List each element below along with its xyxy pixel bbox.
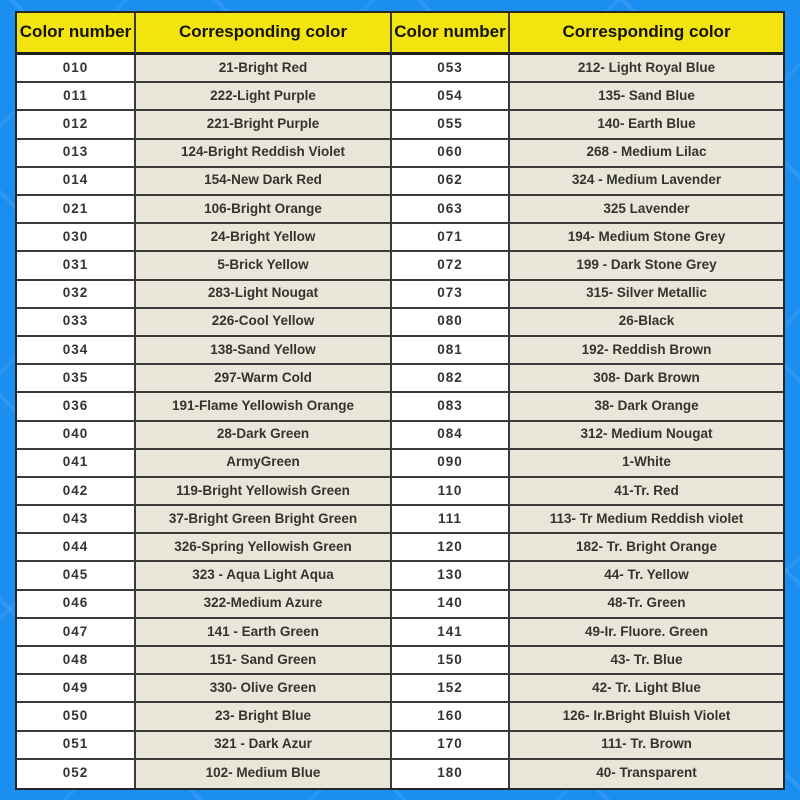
color-number-cell: 090 bbox=[392, 450, 510, 478]
header-cell-color-number-left: Color number bbox=[17, 13, 136, 55]
color-number-cell: 010 bbox=[17, 55, 136, 83]
color-number-cell: 083 bbox=[392, 393, 510, 421]
color-number-cell: 046 bbox=[17, 591, 136, 619]
color-number-cell: 034 bbox=[17, 337, 136, 365]
corresponding-color-cell: ArmyGreen bbox=[136, 450, 392, 478]
corresponding-color-cell: 5-Brick Yellow bbox=[136, 252, 392, 280]
color-number-cell: 063 bbox=[392, 196, 510, 224]
corresponding-color-cell: 138-Sand Yellow bbox=[136, 337, 392, 365]
corresponding-color-cell: 192- Reddish Brown bbox=[510, 337, 783, 365]
color-number-cell: 080 bbox=[392, 309, 510, 337]
color-number-cell: 030 bbox=[17, 224, 136, 252]
corresponding-color-cell: 28-Dark Green bbox=[136, 422, 392, 450]
color-number-cell: 072 bbox=[392, 252, 510, 280]
corresponding-color-cell: 315- Silver Metallic bbox=[510, 281, 783, 309]
header-cell-corresponding-color-left: Corresponding color bbox=[136, 13, 392, 55]
corresponding-color-cell: 322-Medium Azure bbox=[136, 591, 392, 619]
color-number-cell: 041 bbox=[17, 450, 136, 478]
corresponding-color-cell: 312- Medium Nougat bbox=[510, 422, 783, 450]
corresponding-color-cell: 113- Tr Medium Reddish violet bbox=[510, 506, 783, 534]
color-number-cell: 084 bbox=[392, 422, 510, 450]
corresponding-color-cell: 21-Bright Red bbox=[136, 55, 392, 83]
color-table bbox=[15, 11, 785, 790]
color-number-cell: 012 bbox=[17, 111, 136, 139]
corresponding-color-cell: 321 - Dark Azur bbox=[136, 732, 392, 760]
color-number-cell: 014 bbox=[17, 168, 136, 196]
corresponding-color-cell: 324 - Medium Lavender bbox=[510, 168, 783, 196]
corresponding-color-cell: 222-Light Purple bbox=[136, 83, 392, 111]
color-number-cell: 120 bbox=[392, 534, 510, 562]
corresponding-color-cell: 226-Cool Yellow bbox=[136, 309, 392, 337]
color-number-cell: 060 bbox=[392, 140, 510, 168]
color-number-cell: 073 bbox=[392, 281, 510, 309]
color-number-cell: 180 bbox=[392, 760, 510, 788]
corresponding-color-cell: 154-New Dark Red bbox=[136, 168, 392, 196]
color-number-cell: 042 bbox=[17, 478, 136, 506]
color-number-cell: 110 bbox=[392, 478, 510, 506]
color-number-cell: 044 bbox=[17, 534, 136, 562]
color-number-cell: 111 bbox=[392, 506, 510, 534]
corresponding-color-cell: 49-Ir. Fluore. Green bbox=[510, 619, 783, 647]
color-number-cell: 170 bbox=[392, 732, 510, 760]
corresponding-color-cell: 325 Lavender bbox=[510, 196, 783, 224]
color-number-cell: 045 bbox=[17, 562, 136, 590]
header-cell-color-number-right: Color number bbox=[392, 13, 510, 55]
color-number-cell: 053 bbox=[392, 55, 510, 83]
corresponding-color-cell: 212- Light Royal Blue bbox=[510, 55, 783, 83]
color-number-cell: 082 bbox=[392, 365, 510, 393]
color-number-cell: 081 bbox=[392, 337, 510, 365]
color-number-cell: 130 bbox=[392, 562, 510, 590]
color-number-cell: 141 bbox=[392, 619, 510, 647]
corresponding-color-cell: 124-Bright Reddish Violet bbox=[136, 140, 392, 168]
corresponding-color-cell: 221-Bright Purple bbox=[136, 111, 392, 139]
corresponding-color-cell: 297-Warm Cold bbox=[136, 365, 392, 393]
corresponding-color-cell: 48-Tr. Green bbox=[510, 591, 783, 619]
corresponding-color-cell: 330- Olive Green bbox=[136, 675, 392, 703]
color-number-cell: 052 bbox=[17, 760, 136, 788]
color-number-cell: 160 bbox=[392, 703, 510, 731]
color-number-cell: 040 bbox=[17, 422, 136, 450]
color-number-cell: 049 bbox=[17, 675, 136, 703]
color-number-cell: 055 bbox=[392, 111, 510, 139]
corresponding-color-cell: 283-Light Nougat bbox=[136, 281, 392, 309]
corresponding-color-cell: 37-Bright Green Bright Green bbox=[136, 506, 392, 534]
corresponding-color-cell: 141 - Earth Green bbox=[136, 619, 392, 647]
color-number-cell: 051 bbox=[17, 732, 136, 760]
corresponding-color-cell: 26-Black bbox=[510, 309, 783, 337]
color-number-cell: 036 bbox=[17, 393, 136, 421]
color-number-cell: 035 bbox=[17, 365, 136, 393]
corresponding-color-cell: 323 - Aqua Light Aqua bbox=[136, 562, 392, 590]
corresponding-color-cell: 23- Bright Blue bbox=[136, 703, 392, 731]
color-number-cell: 062 bbox=[392, 168, 510, 196]
color-number-cell: 140 bbox=[392, 591, 510, 619]
color-number-cell: 032 bbox=[17, 281, 136, 309]
corresponding-color-cell: 268 - Medium Lilac bbox=[510, 140, 783, 168]
corresponding-color-cell: 106-Bright Orange bbox=[136, 196, 392, 224]
corresponding-color-cell: 326-Spring Yellowish Green bbox=[136, 534, 392, 562]
color-number-cell: 071 bbox=[392, 224, 510, 252]
corresponding-color-cell: 111- Tr. Brown bbox=[510, 732, 783, 760]
corresponding-color-cell: 191-Flame Yellowish Orange bbox=[136, 393, 392, 421]
color-number-cell: 021 bbox=[17, 196, 136, 224]
color-number-cell: 048 bbox=[17, 647, 136, 675]
corresponding-color-cell: 126- Ir.Bright Bluish Violet bbox=[510, 703, 783, 731]
corresponding-color-cell: 40- Transparent bbox=[510, 760, 783, 788]
color-number-cell: 011 bbox=[17, 83, 136, 111]
corresponding-color-cell: 135- Sand Blue bbox=[510, 83, 783, 111]
corresponding-color-cell: 102- Medium Blue bbox=[136, 760, 392, 788]
corresponding-color-cell: 43- Tr. Blue bbox=[510, 647, 783, 675]
corresponding-color-cell: 24-Bright Yellow bbox=[136, 224, 392, 252]
color-number-cell: 150 bbox=[392, 647, 510, 675]
header-cell-corresponding-color-right: Corresponding color bbox=[510, 13, 783, 55]
corresponding-color-cell: 182- Tr. Bright Orange bbox=[510, 534, 783, 562]
corresponding-color-cell: 199 - Dark Stone Grey bbox=[510, 252, 783, 280]
corresponding-color-cell: 308- Dark Brown bbox=[510, 365, 783, 393]
corresponding-color-cell: 119-Bright Yellowish Green bbox=[136, 478, 392, 506]
corresponding-color-cell: 151- Sand Green bbox=[136, 647, 392, 675]
color-number-cell: 031 bbox=[17, 252, 136, 280]
corresponding-color-cell: 140- Earth Blue bbox=[510, 111, 783, 139]
corresponding-color-cell: 44- Tr. Yellow bbox=[510, 562, 783, 590]
color-number-cell: 054 bbox=[392, 83, 510, 111]
color-number-cell: 043 bbox=[17, 506, 136, 534]
color-number-cell: 047 bbox=[17, 619, 136, 647]
color-number-cell: 152 bbox=[392, 675, 510, 703]
color-number-cell: 033 bbox=[17, 309, 136, 337]
color-number-cell: 013 bbox=[17, 140, 136, 168]
corresponding-color-cell: 42- Tr. Light Blue bbox=[510, 675, 783, 703]
corresponding-color-cell: 194- Medium Stone Grey bbox=[510, 224, 783, 252]
corresponding-color-cell: 38- Dark Orange bbox=[510, 393, 783, 421]
corresponding-color-cell: 41-Tr. Red bbox=[510, 478, 783, 506]
color-number-cell: 050 bbox=[17, 703, 136, 731]
corresponding-color-cell: 1-White bbox=[510, 450, 783, 478]
